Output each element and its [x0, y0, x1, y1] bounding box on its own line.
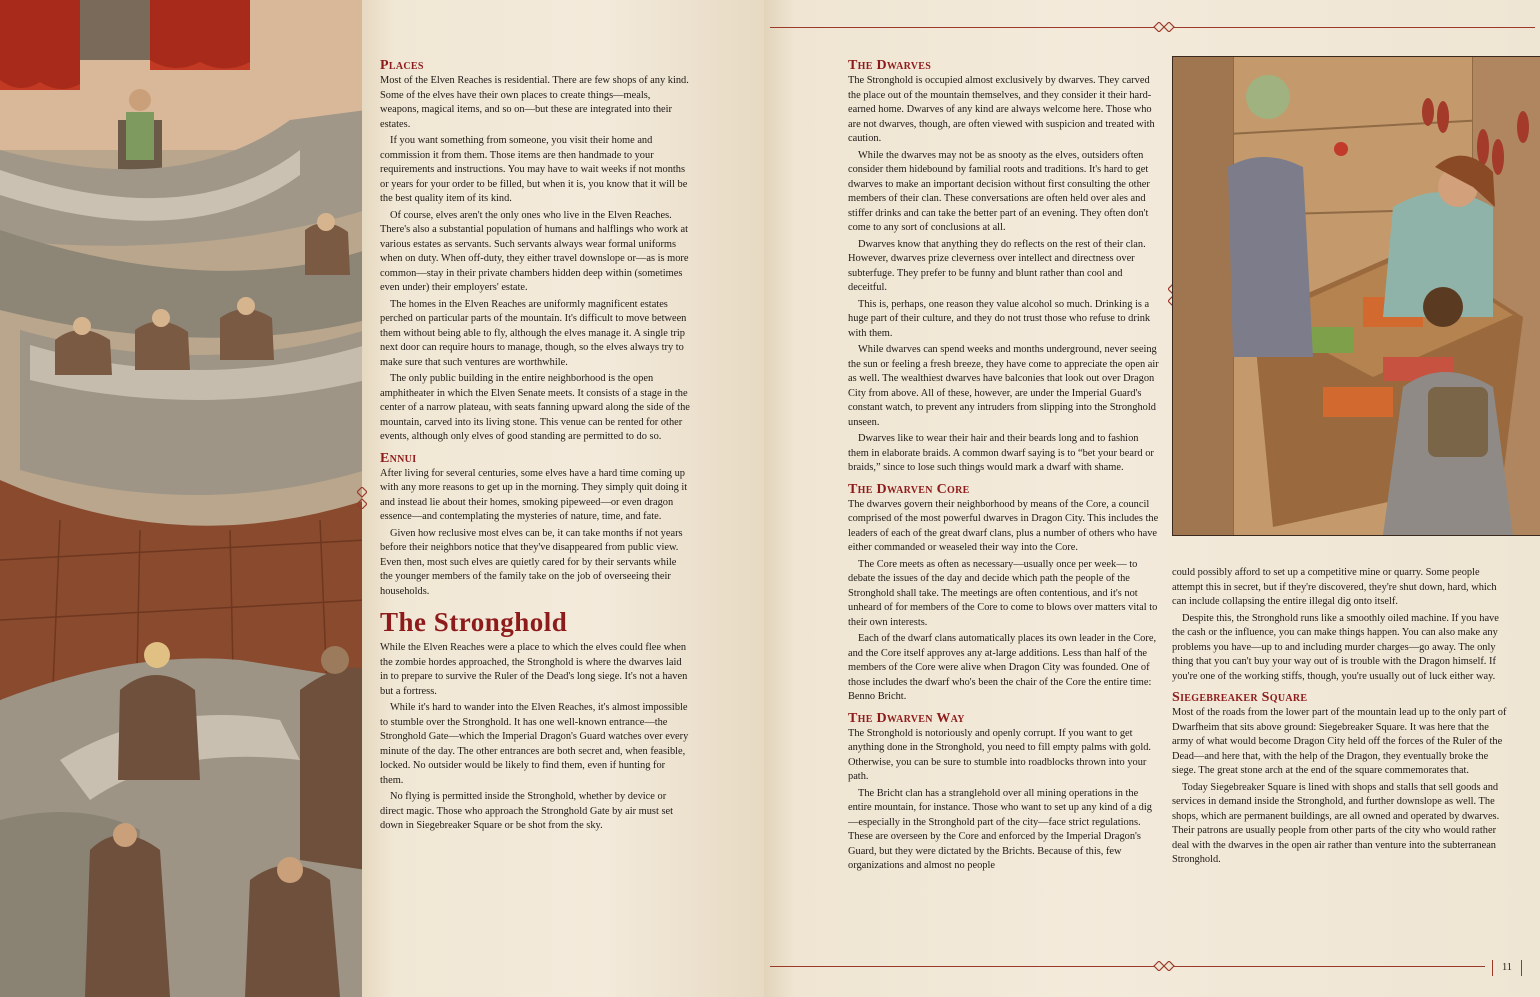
senate-illustration — [0, 0, 366, 997]
way-paragraph: The Bricht clan has a stranglehold over all mining operations in the entire mountain, for instance. Those who want to set up any kind of a dig—especially in the Stronghold part of the city—face strict regulations. These are overseen by the Core and enforced by the Imperial Dragon's Guard, but they were dictated by the Brichts. Because of this, few organizations and almost no people — [848, 787, 1152, 871]
side-ornament-icon — [357, 487, 367, 509]
top-ornament-icon — [1152, 22, 1176, 32]
bottom-ornament-icon — [1152, 961, 1176, 971]
ennui-heading: Ennui — [380, 450, 417, 466]
bottom-rule — [770, 966, 1485, 967]
dwarves-paragraph: This is, perhaps, one reason they value alcohol so much. Drinking is a huge part of their culture, and they do not trust those who refuse to drink with them. — [848, 298, 1151, 339]
core-paragraph: The dwarves govern their neighborhood by means of the Core, a council comprised of the most powerful dwarves in Dragon City. This includes the leaders of each of the great dwarf clans, plus a number of others who have either commanded or weaseled their way into the Core. — [848, 498, 1159, 553]
siegebreaker-heading: Siegebreaker Square — [1172, 690, 1308, 705]
continued-paragraph: could possibly afford to set up a competitive mine or quarry. Some people attempt this in secret, but if they're discovered, they're shut down, hard, which can include collapsing the entire illegal dig onto itself. — [1172, 567, 1497, 607]
dwarves-paragraph: Dwarves know that anything they do reflects on the rest of their clan. However, dwarves prize cleverness over intellect and directness over subterfuge. They prefer to be funny and blunt rather than cool and deceitful. — [848, 238, 1146, 293]
middle-text-column — [848, 52, 1160, 876]
ennui-paragraph: Given how reclusive most elves can be, it can take months if not years before their neighbors notice that they've disappeared from public view. Even then, most such elves are quietly cared for by their servants while the younger members of the family take on the job of overseeing their households. — [380, 527, 683, 597]
stronghold-paragraph: While it's hard to wander into the Elven Reaches, it's almost impossible to stumble over the Stronghold. It has one well-known entrance—the Stronghold Gate—which the Imperial Dragon's Guard watches over every minute of the day. The other entrances are both secret and, when feasible, locked. No outsider would be likely to find them, even if hunting for them. — [380, 702, 689, 786]
dwarven-core-heading: The Dwarven Core — [848, 481, 970, 497]
right-text-column — [1172, 566, 1512, 870]
core-paragraph: Each of the dwarf clans automatically places its own leader in the Core, and the Core itself approves any at-large additions. Less than half of the members of the Core were alive when Dragon City was founded. One of those includes the dwarf who's been the chair of the Core the entire time: Benno Bricht. — [848, 633, 1157, 702]
stronghold-heading: The Stronghold — [380, 607, 568, 637]
places-paragraph: Of course, elves aren't the only ones who live in the Elven Reaches. There's also a substantial population of humans and halflings who work at various estates as servants. Such servants always wear formal uniforms when on duty. When off-duty, they either travel downslope or—as is more common—stay in their private chambers hidden deep within (sometimes even under) their employers' estate. — [380, 209, 689, 293]
places-heading: Places — [380, 58, 424, 73]
dwarves-paragraph: The Stronghold is occupied almost exclusively by dwarves. They carved the place out of the mountain themselves, and they consider it their hard-earned home. Dwarves of any kind are always welcome here. Those who are not dwarves, though, are often viewed with suspicion and treated with caution. — [848, 75, 1155, 144]
market-stall-illustration — [1172, 56, 1540, 536]
page-number: 11 — [1492, 960, 1522, 976]
stronghold-paragraph: No flying is permitted inside the Stronghold, whether by device or direct magic. Those who approach the Stronghold Gate by air must set down in Siegebreaker Square or be shot from the sky. — [380, 791, 673, 831]
places-paragraph: The homes in the Elven Reaches are uniformly magnificent estates perched on particular parts of the mountain. It's difficult to move between them without being able to fly, although the elves manage it. A single trip next door can require hours to manage, though, so the elves always try to make sure that such ventures are worthwhile. — [380, 298, 687, 368]
ennui-paragraph: After living for several centuries, some elves have a hard time coming up with any more reasons to get up in the morning. They simply quit doing it and instead lie about their homes, smoking pipeweed—or even dragon essence—and contemplating the mysteries of nature, time, and fate. — [380, 467, 688, 522]
stronghold-paragraph: While the Elven Reaches were a place to which the elves could flee when the zombie hordes approached, the Stronghold is where the dwarves laid in to prepare to survive the Ruler of the Dead's long siege. It's not a haven but a fortress. — [380, 642, 688, 697]
places-paragraph: Most of the Elven Reaches is residential. There are few shops of any kind. Some of the elves have their own places to create things—meals, weapons, magical items, and so on—but these are integrated into their estates. — [380, 75, 689, 130]
siegebreaker-paragraph: Today Siegebreaker Square is lined with shops and stalls that sell goods and services in demand inside the Stronghold, and further downslope as well. The shops, which are permanent buildings, are all owned and operated by dwarves. Their patrons are usually people from other parts of the city who would rather deal with the dwarves in the open air rather than venture into the subterranean Stronghold. — [1172, 781, 1500, 865]
places-paragraph: The only public building in the entire neighborhood is the open amphitheater in which the Elven Senate meets. It consists of a stage in the center of a narrow plateau, with seats fanning upward along the side of the mountain, carved into its living stone. This venue can be rented for other events, although only elves of good standing are permitted to do so. — [380, 373, 690, 442]
continued-paragraph: Despite this, the Stronghold runs like a smoothly oiled machine. If you have the cash or the influence, you can make things happen. You can also make any problems you have—up to and including murder charges—go away. The only thing that you can't buy your way out of is trouble with the Dragon himself. If you're one of the working stiffs, though, you're usually out of luck either way. — [1172, 612, 1499, 682]
siegebreaker-paragraph: Most of the roads from the lower part of the mountain lead up to the only part of Dwarfheim that sits above ground: Siegebreaker Square. It was here that the army of what would become Dragon City held off the forces of the Ruler of the Dead—and here that, with the help of the Dragon, they eventually broke the siege. The great stone arch at the end of the square commemorates that. — [1172, 707, 1507, 776]
places-paragraph: If you want something from someone, you visit their home and commission it from them. Those items are then handmade to your requirements and instructions. You may have to wait weeks if not months or years for your order to be filled, but when it is, you know that it will be the best quality item of its kind. — [380, 135, 688, 204]
core-paragraph: The Core meets as often as necessary—usually once per week— to debate the issues of the day and decide which path the people of the Stronghold shall take. The meetings are often contentious, and it's not unheard of for members of the Core to come to blows over matters vital to their own interests. — [848, 558, 1158, 628]
dwarven-way-heading: The Dwarven Way — [848, 710, 965, 726]
dwarves-heading: The Dwarves — [848, 58, 932, 73]
dwarves-paragraph: Dwarves like to wear their hair and their beards long and to fashion them in elaborate braids. A common dwarf saying is to “bet your beard or braids,” since to lose such things would mark a dwarf with shame. — [848, 433, 1154, 473]
left-text-column — [380, 52, 691, 836]
dwarves-paragraph: While dwarves can spend weeks and months underground, never seeing the sun or feeling a fresh breeze, they have come to appreciate the open air as well. The wealthiest dwarves have balconies that look out over Dragon City from above. All of these, however, are under the Imperial Guard's constant watch, to prevent any intruders from slipping into the Stronghold unseen. — [848, 344, 1159, 428]
way-paragraph: The Stronghold is notoriously and openly corrupt. If you want to get anything done in the Stronghold, you need to fill empty palms with gold. Otherwise, you can be sure to stumble into roadblocks thrown into your path. — [848, 727, 1152, 782]
dwarves-paragraph: While the dwarves may not be as snooty as the elves, outsiders often consider them hidebound by familial roots and traditions. It's hard to get dwarves to make an important decision without first consulting the other members of their clan. These conversations are often held over ales and stiffer drinks and can take the better part of an evening. They often don't come to any sort of conclusions at all. — [848, 149, 1150, 233]
